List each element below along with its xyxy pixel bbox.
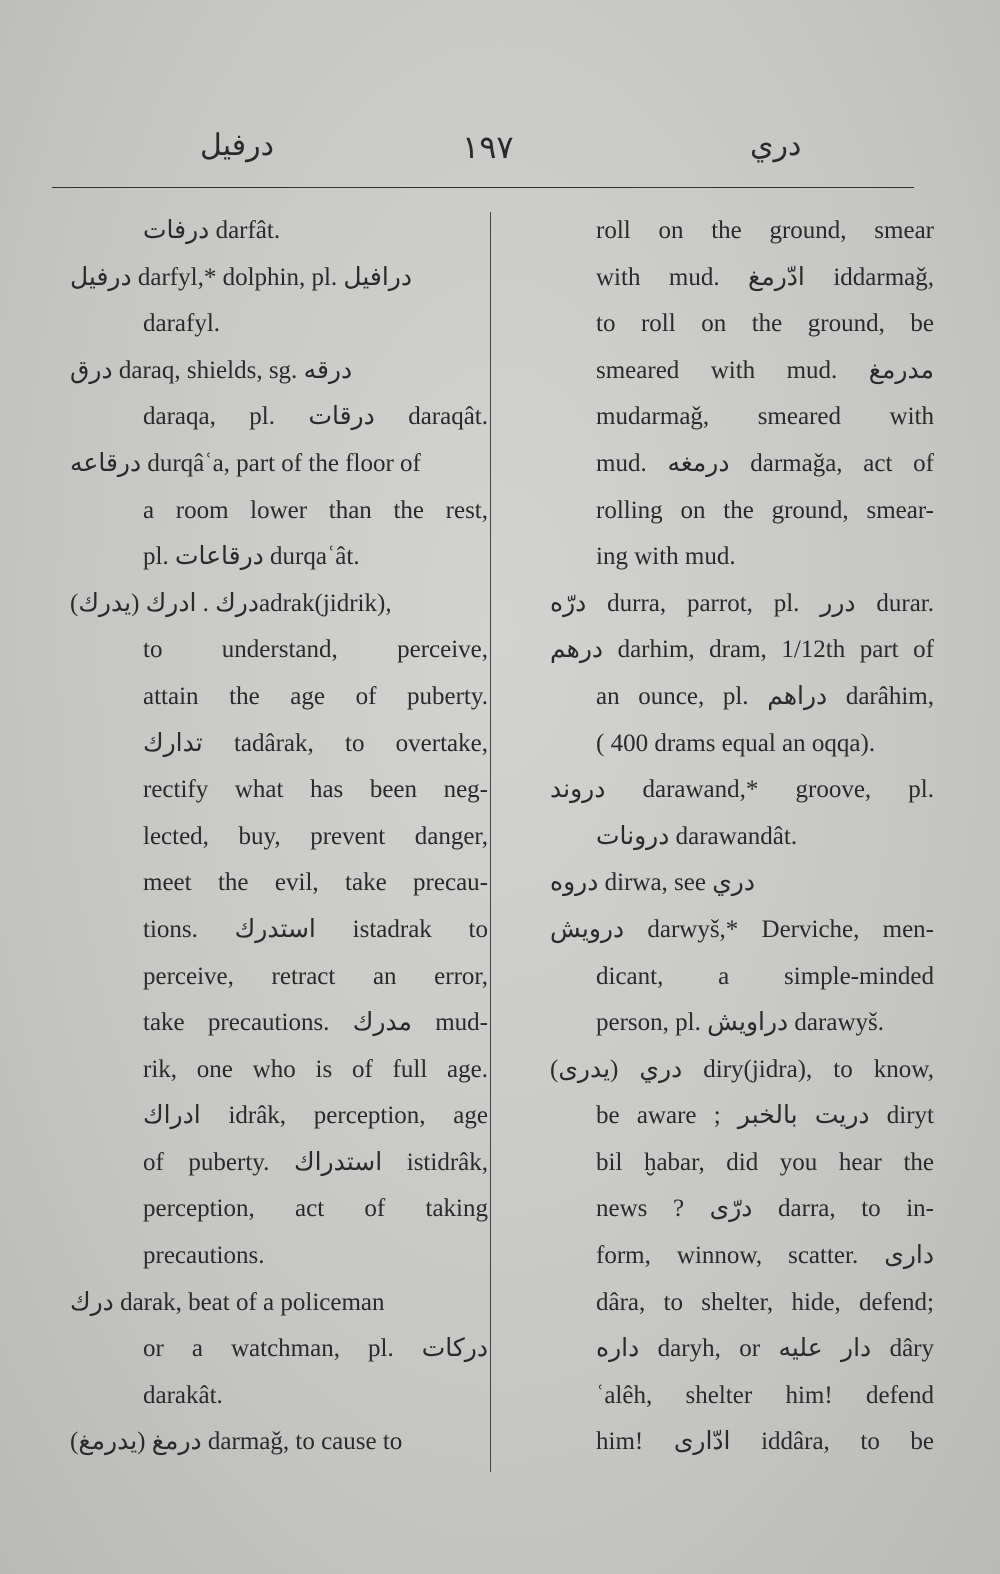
- entry-line: smeared with mud. مدرمغ: [596, 356, 934, 384]
- entry-line: درويش darwyš,* Derviche, men-: [550, 915, 934, 943]
- entry-line: درمغ (يدرمغ) darmaǧ, to cause to: [70, 1428, 403, 1456]
- running-head-right: دري: [750, 129, 802, 162]
- entry-line: be aware ; دريت بالخبر diryt: [596, 1102, 934, 1130]
- entry-line: with mud. ادّرمغ iddarmaǧ,: [596, 263, 934, 291]
- entry-line: ʿalêh, shelter him! defend: [596, 1381, 934, 1409]
- entry-line: precautions.: [143, 1242, 265, 1270]
- entry-line: تدارك tadârak, to overtake,: [143, 729, 488, 757]
- entry-line: darakât.: [143, 1381, 223, 1409]
- entry-line: درقاعه durqâʿa, part of the floor of: [70, 449, 421, 477]
- entry-line: mud. درمغه darmaǧa, act of: [596, 449, 934, 477]
- entry-line: درك darak, beat of a policeman: [70, 1288, 385, 1316]
- entry-line: tions. استدرك istadrak to: [143, 915, 488, 943]
- running-head-left: درفيل: [200, 129, 274, 162]
- entry-line: lected, buy, prevent danger,: [143, 822, 488, 850]
- entry-line: attain the age of puberty.: [143, 682, 488, 710]
- entry-line: ادراك idrâk, perception, age: [143, 1102, 488, 1130]
- entry-line: mudarmaǧ, smeared with: [596, 403, 934, 431]
- entry-line: form, winnow, scatter. دارى: [596, 1242, 934, 1270]
- entry-line: to roll on the ground, be: [596, 310, 934, 338]
- entry-line: roll on the ground, smear: [596, 217, 934, 244]
- entry-line: درق daraq, shields, sg. درقه: [70, 356, 353, 384]
- entry-line: دري (يدرى) diry(jidra), to know,: [550, 1055, 934, 1083]
- entry-line: ( 400 drams equal an oqqa).: [596, 729, 876, 757]
- entry-line: pl. درقاعات durqaʿât.: [143, 543, 360, 571]
- entry-line: دروه dirwa, see دري: [550, 869, 756, 897]
- entry-line: meet the evil, take precau-: [143, 869, 488, 897]
- entry-line: person, pl. دراويش darawyš.: [596, 1009, 884, 1037]
- right-column: [550, 208, 934, 1466]
- entry-line: ing with mud.: [596, 543, 736, 571]
- header-rule: [52, 187, 914, 188]
- entry-line: daraqa, pl. درقات daraqât.: [143, 403, 488, 431]
- entry-line: داره daryh, or دار عليه dâry: [596, 1335, 934, 1363]
- entry-line: درونات darawandât.: [596, 822, 798, 850]
- page-number: ١٩٧: [462, 129, 514, 165]
- entry-line: dicant, a simple-minded: [596, 962, 934, 990]
- entry-line: bil ḫabar, did you hear the: [596, 1148, 934, 1176]
- column-divider: [490, 212, 491, 1472]
- entry-line: dâra, to shelter, hide, defend;: [596, 1288, 934, 1316]
- entry-line: him! ادّارى iddâra, to be: [596, 1428, 934, 1456]
- entry-line: درّه durra, parrot, pl. درر durar.: [550, 589, 934, 617]
- entry-line: a room lower than the rest,: [143, 496, 488, 524]
- entry-line: take precautions. مدرك mud-: [143, 1009, 488, 1037]
- entry-line: perceive, retract an error,: [143, 962, 488, 990]
- entry-line: rolling on the ground, smear-: [596, 496, 934, 524]
- entry-line: news ? درّى darra, to in-: [596, 1195, 934, 1223]
- entry-line: دروند darawand,* groove, pl.: [550, 776, 934, 804]
- entry-line: perception, act of taking: [143, 1195, 488, 1223]
- entry-line: to understand, perceive,: [143, 636, 488, 664]
- entry-line: rik, one who is of full age.: [143, 1055, 488, 1083]
- entry-line: درك . ادرك (يدرك)adrak(jidrik),: [70, 589, 392, 617]
- entry-line: درفات darfât.: [143, 217, 281, 244]
- entry-line: درهم darhim, dram, 1/12th part of: [550, 636, 934, 664]
- entry-line: darafyl.: [143, 310, 221, 338]
- left-column: [70, 208, 488, 1466]
- entry-line: of puberty. استدراك istidrâk,: [143, 1148, 488, 1176]
- entry-line: درفيل darfyl,* dolphin, pl. درافيل: [70, 263, 413, 291]
- entry-line: or a watchman, pl. دركات: [143, 1335, 488, 1363]
- entry-line: rectify what has been neg-: [143, 776, 488, 804]
- entry-line: an ounce, pl. دراهم darâhim,: [596, 682, 934, 710]
